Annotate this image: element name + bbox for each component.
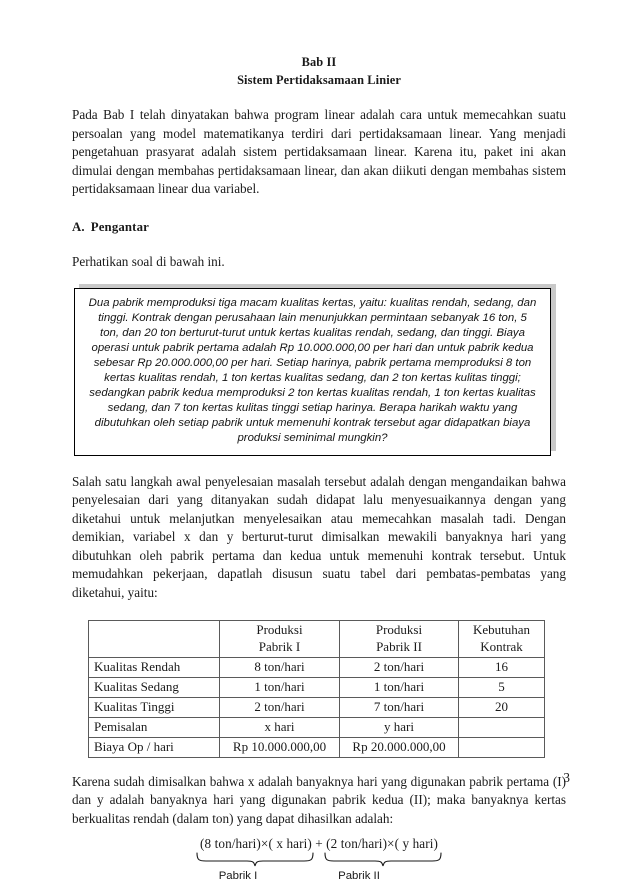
underbrace-icon bbox=[195, 852, 443, 868]
constraints-table bbox=[88, 620, 545, 758]
table-header-corner bbox=[89, 620, 220, 657]
header-line-1: Kebutuhan bbox=[472, 621, 531, 637]
row-pabrik2: 7 ton/hari bbox=[340, 697, 459, 717]
table-row bbox=[89, 677, 545, 697]
table-header-row bbox=[89, 620, 545, 657]
section-a-lead: Perhatikan soal di bawah ini. bbox=[72, 253, 225, 269]
chapter-label: Bab II bbox=[301, 55, 337, 69]
page-number: 3 bbox=[563, 770, 570, 785]
row-pabrik1: 2 ton/hari bbox=[220, 697, 340, 717]
page-content bbox=[72, 54, 566, 885]
table-header-produksi-1 bbox=[220, 620, 340, 657]
formula-braces bbox=[72, 852, 566, 868]
row-label: Kualitas Rendah bbox=[89, 657, 220, 677]
table-row bbox=[89, 657, 545, 677]
section-a-letter: A. bbox=[72, 219, 85, 234]
paragraph-after-table: Karena sudah dimisalkan bahwa x adalah banyaknya hari yang digunakan pabrik pertama (I) dan y adalah banyaknya hari yang digunakan pabrik kedua (II); maka banyaknya kertas berkualitas rendah (dalam ton) yang dapat dihasilkan adalah: bbox=[72, 773, 566, 826]
table-row bbox=[89, 697, 545, 717]
callout-problem-text: Dua pabrik memproduksi tiga macam kualitas kertas, yaitu: kualitas rendah, sedang, dan tinggi. Kontrak dengan perusahaan lain menunjukkan permintaan sebanyak 16 ton, 5 ton, dan 20 ton berturut-turut untuk kertas kualitas rendah, sedang, dan tinggi. Biaya operasi untuk pabrik pertama adalah Rp 10.000.000,00 per hari dan untuk pabrik kedua sebesar Rp 20.000.000,00 per hari. Setiap harinya, pabrik pertama memproduksi 8 ton kertas kualitas rendah, 1 ton kertas kualitas sedang, dan 2 ton kertas kulitas tinggi; sedangkan pabrik kedua memproduksi 2 ton kertas kualitas rendah, 1 ton kertas kualitas sedang, dan 7 ton kertas kulitas tinggi setiap harinya. Berapa harikah waktu yang dibutuhkan oleh setiap pabrik untuk memenuhi kontrak tersebut agar didapatkan biaya produksi seminimal mungkin? bbox=[88, 296, 537, 445]
row-label: Biaya Op / hari bbox=[89, 737, 220, 757]
row-pabrik1: x hari bbox=[220, 717, 340, 737]
header-line-1: Produksi bbox=[375, 621, 423, 637]
constraints-table-wrapper bbox=[72, 620, 566, 758]
row-pabrik2: Rp 20.000.000,00 bbox=[340, 737, 459, 757]
row-label: Pemisalan bbox=[89, 717, 220, 737]
header-line-1: Produksi bbox=[256, 621, 303, 637]
row-pabrik2: 1 ton/hari bbox=[340, 677, 459, 697]
header-line-2: Pabrik I bbox=[258, 639, 301, 655]
row-pabrik2: 2 ton/hari bbox=[340, 657, 459, 677]
row-kontrak: 16 bbox=[459, 657, 545, 677]
row-pabrik1: 8 ton/hari bbox=[220, 657, 340, 677]
formula-brace-labels bbox=[72, 869, 566, 885]
brace-label-pabrik-1: Pabrik I bbox=[218, 870, 258, 883]
row-pabrik1: Rp 10.000.000,00 bbox=[220, 737, 340, 757]
formula-block bbox=[72, 834, 566, 885]
chapter-title: Sistem Pertidaksamaan Linier bbox=[237, 72, 401, 87]
table-row bbox=[89, 737, 545, 757]
table-header-produksi-2 bbox=[340, 620, 459, 657]
header-line-2: Pabrik II bbox=[376, 639, 422, 655]
row-kontrak-empty bbox=[459, 737, 545, 757]
brace-label-pabrik-2: Pabrik II bbox=[338, 870, 380, 883]
chapter-heading bbox=[72, 54, 566, 89]
row-pabrik2: y hari bbox=[340, 717, 459, 737]
section-a-heading bbox=[72, 220, 566, 235]
table-row bbox=[89, 717, 545, 737]
callout-box bbox=[74, 288, 551, 456]
row-kontrak-empty bbox=[459, 717, 545, 737]
table-header-kebutuhan bbox=[459, 620, 545, 657]
header-line-2: Kontrak bbox=[480, 639, 523, 655]
section-a-title: Pengantar bbox=[90, 219, 149, 234]
callout-shadow-right bbox=[551, 284, 556, 451]
formula-expression: (8 ton/hari)×( x hari) + (2 ton/hari)×( y hari) bbox=[200, 836, 438, 852]
row-pabrik1: 1 ton/hari bbox=[220, 677, 340, 697]
row-label: Kualitas Sedang bbox=[89, 677, 220, 697]
intro-paragraph: Pada Bab I telah dinyatakan bahwa program linear adalah cara untuk memecahkan suatu persoalan yang model matematikanya terdiri dari pertidaksamaan linear. Yang menjadi pengetahuan prasyarat adalah sistem pertidaksamaan linear. Karena itu, paket ini akan dimulai dengan membahas pertidaksamaan linear, dan akan diikuti dengan membahas sistem pertidaksamaan linear dua variabel. bbox=[72, 107, 566, 197]
row-label: Kualitas Tinggi bbox=[89, 697, 220, 717]
callout-box-wrapper bbox=[74, 288, 551, 456]
paragraph-after-box: Salah satu langkah awal penyelesaian masalah tersebut adalah dengan mengandaikan bahwa penyelesaian dari yang ditanyakan sudah didapat lalu menyesuaikannya dengan yang diketahui untuk melanjutkan menyelesaikan atau memecahkan masalah tadi. Dengan demikian, variabel x dan y berturut-turut dimisalkan mewakili banyaknya hari yang dibutuhkan oleh pabrik pertama dan kedua untuk memenuhi kontrak tersebut. Untuk memudahkan pekerjaan, dapatlah disusun suatu tabel dari pembatas-pembatas yang diketahui, yaitu: bbox=[72, 473, 566, 601]
row-kontrak: 20 bbox=[459, 697, 545, 717]
row-kontrak: 5 bbox=[459, 677, 545, 697]
